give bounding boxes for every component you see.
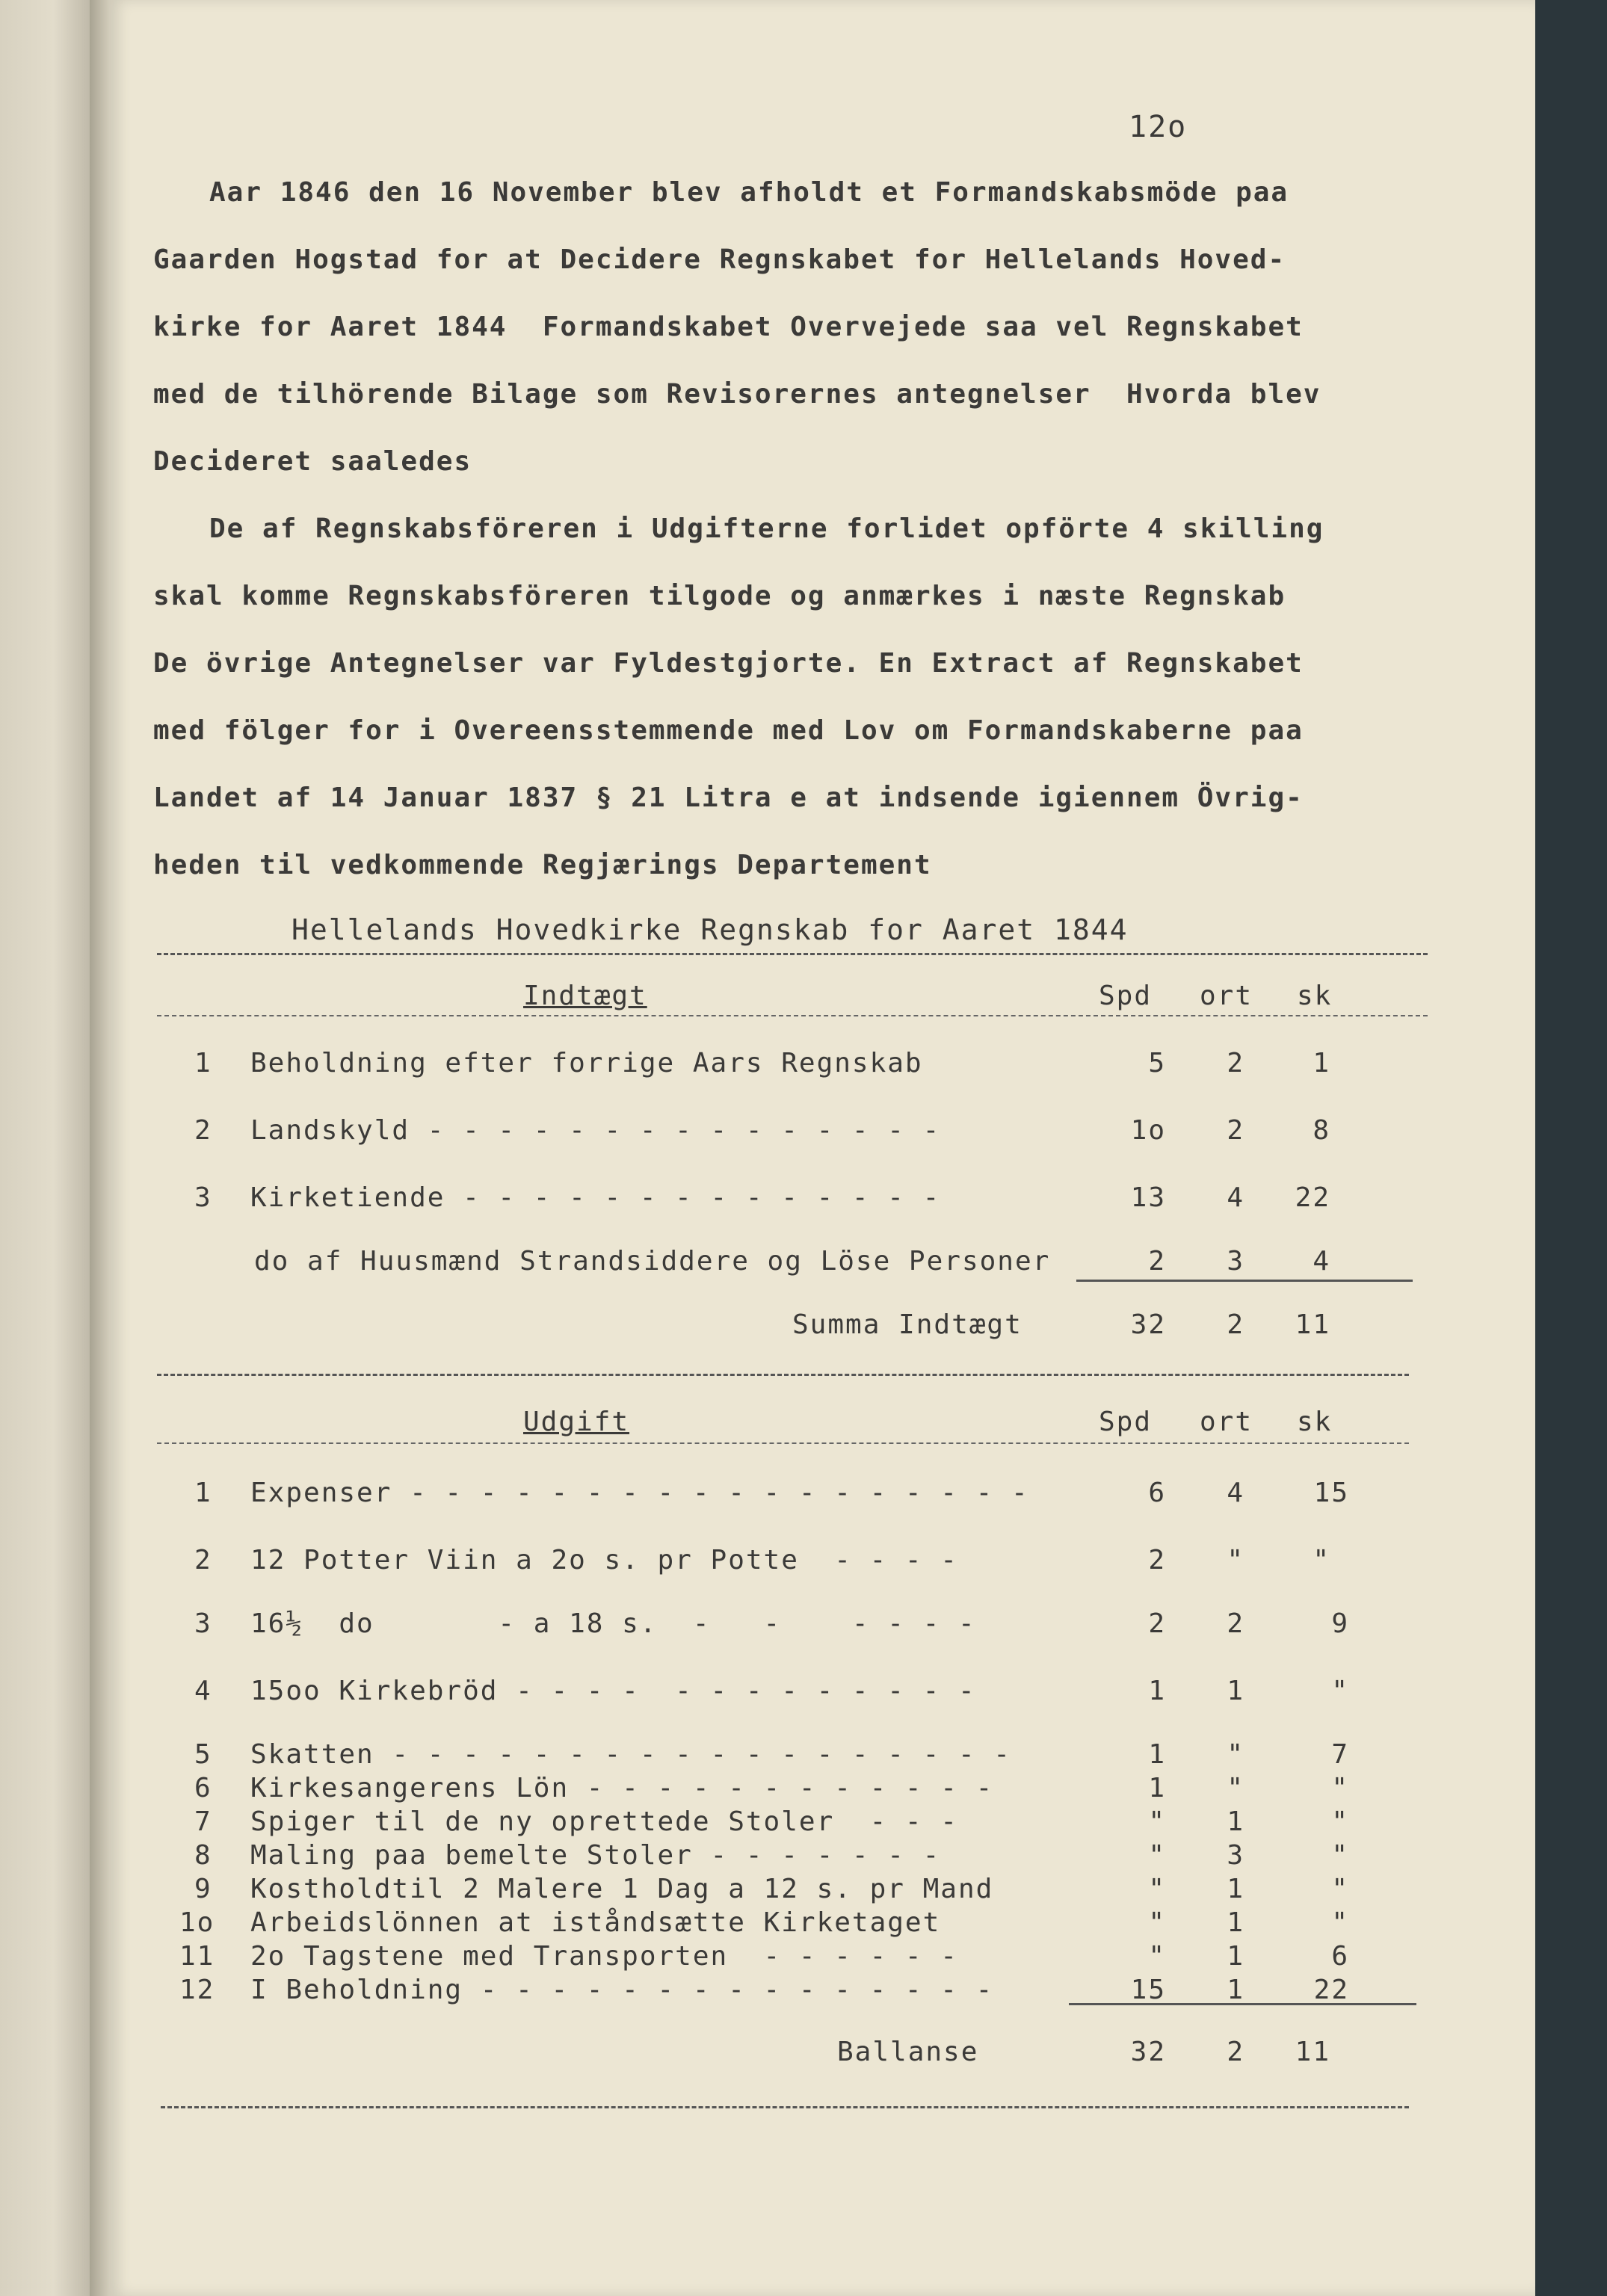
row-spd: 1o	[1130, 1115, 1166, 1146]
page-number: 12o	[1129, 110, 1188, 144]
row-ort: 1	[1227, 1874, 1244, 1904]
paragraph-line: Decideret saaledes	[153, 446, 472, 477]
row-ort: 1	[1227, 1806, 1244, 1837]
row-ort: 2	[1227, 1115, 1244, 1146]
row-number: 3	[194, 1608, 212, 1639]
row-sk: 8	[1313, 1115, 1330, 1146]
row-sk: "	[1331, 1806, 1349, 1837]
row-sk: 15	[1313, 1478, 1349, 1508]
row-number: 1	[194, 1478, 212, 1508]
row-label: Landskyld - - - - - - - - - - - - - - -	[250, 1115, 941, 1146]
scanner-background	[1535, 0, 1607, 2296]
row-label: do af Huusmænd Strandsiddere og Löse Personer	[254, 1246, 1051, 1277]
divider-line	[157, 953, 1428, 955]
row-ort: 3	[1227, 1246, 1244, 1277]
column-spd-header: Spd	[1099, 1407, 1153, 1437]
row-spd: 1	[1148, 1676, 1166, 1706]
row-label: 16½ do - a 18 s. - - - - - -	[250, 1608, 976, 1639]
divider-line	[161, 2106, 1409, 2108]
row-number: 1o	[179, 1907, 215, 1938]
row-number: 2	[194, 1545, 212, 1576]
row-spd: "	[1148, 1941, 1166, 1972]
row-ort: 1	[1227, 1676, 1244, 1706]
row-ort: "	[1227, 1773, 1244, 1803]
column-spd-header: Spd	[1099, 981, 1153, 1011]
row-sk: "	[1331, 1840, 1349, 1871]
row-number: 9	[194, 1874, 212, 1904]
divider-line	[157, 1442, 1409, 1444]
paragraph-line: skal komme Regnskabsföreren tilgode og anmærkes i næste Regnskab	[153, 581, 1286, 611]
row-ort: "	[1227, 1545, 1244, 1576]
divider-line	[157, 1015, 1428, 1016]
paragraph-line: De af Regnskabsföreren i Udgifterne forlidet opförte 4 skilling	[209, 513, 1324, 544]
account-title: Hellelands Hovedkirke Regnskab for Aaret 1844	[292, 913, 1129, 946]
row-ort: 4	[1227, 1478, 1244, 1508]
paragraph-line: Landet af 14 Januar 1837 § 21 Litra e at indsende igiennem Övrig-	[153, 783, 1304, 813]
row-spd: "	[1148, 1907, 1166, 1938]
row-sk: "	[1313, 1545, 1330, 1576]
row-ort: 3	[1227, 1840, 1244, 1871]
row-number: 4	[194, 1676, 212, 1706]
row-label: Kostholdtil 2 Malere 1 Dag a 12 s. pr Mand	[250, 1874, 994, 1904]
row-number: 12	[179, 1975, 215, 2005]
row-sk: "	[1331, 1907, 1349, 1938]
row-number: 11	[179, 1941, 215, 1972]
row-sk: 22	[1313, 1975, 1349, 2005]
row-label: 12 Potter Viin a 2o s. pr Potte - - - -	[250, 1545, 958, 1576]
row-spd: 13	[1130, 1182, 1166, 1213]
column-sk-header: sk	[1297, 981, 1333, 1011]
column-ort-header: ort	[1200, 981, 1253, 1011]
row-sk: 22	[1295, 1182, 1330, 1213]
row-sk: 7	[1331, 1739, 1349, 1770]
row-sk: 1	[1313, 1048, 1330, 1078]
row-number: 2	[194, 1115, 212, 1146]
left-facing-page-edge	[0, 0, 97, 2296]
row-number: 6	[194, 1773, 212, 1803]
paragraph-line: med de tilhörende Bilage som Revisorernes antegnelser Hvorda blev	[153, 379, 1321, 410]
column-ort-header: ort	[1200, 1407, 1253, 1437]
row-sk: 9	[1331, 1608, 1349, 1639]
expense-total-ort: 2	[1227, 2037, 1244, 2067]
row-ort: 1	[1227, 1941, 1244, 1972]
income-total-label: Summa Indtægt	[792, 1309, 1023, 1340]
expense-total-spd: 32	[1130, 2037, 1166, 2067]
row-ort: 4	[1227, 1182, 1244, 1213]
row-label: Skatten - - - - - - - - - - - - - - - - - -	[250, 1739, 1011, 1770]
row-sk: "	[1331, 1773, 1349, 1803]
row-spd: "	[1148, 1840, 1166, 1871]
row-number: 8	[194, 1840, 212, 1871]
paragraph-line: heden til vedkommende Regjærings Departement	[153, 850, 932, 880]
row-spd: "	[1148, 1806, 1166, 1837]
row-sk: "	[1331, 1874, 1349, 1904]
row-label: Arbeidslönnen at iståndsætte Kirketaget	[250, 1907, 941, 1938]
row-label: I Beholdning - - - - - - - - - - - - - - -	[250, 1975, 994, 2005]
income-total-spd: 32	[1130, 1309, 1166, 1340]
sum-underline	[1076, 1280, 1413, 1282]
expense-total-sk: 11	[1295, 2037, 1330, 2067]
row-spd: 1	[1148, 1773, 1166, 1803]
paragraph-line: med fölger for i Overeensstemmende med Lov om Formandskaberne paa	[153, 715, 1304, 746]
row-label: Kirkesangerens Lön - - - - - - - - - - - -	[250, 1773, 994, 1803]
divider-line	[157, 1374, 1409, 1376]
row-label: Kirketiende - - - - - - - - - - - - - -	[250, 1182, 941, 1213]
row-ort: "	[1227, 1739, 1244, 1770]
row-number: 3	[194, 1182, 212, 1213]
paragraph-line: Gaarden Hogstad for at Decidere Regnskabet for Hellelands Hoved-	[153, 244, 1286, 275]
row-spd: 6	[1148, 1478, 1166, 1508]
row-spd: 15	[1130, 1975, 1166, 2005]
row-spd: 2	[1148, 1608, 1166, 1639]
row-ort: 1	[1227, 1975, 1244, 2005]
row-label: 2o Tagstene med Transporten - - - - - -	[250, 1941, 958, 1972]
income-total-ort: 2	[1227, 1309, 1244, 1340]
row-ort: 2	[1227, 1608, 1244, 1639]
row-sk: "	[1331, 1676, 1349, 1706]
row-spd: 2	[1148, 1545, 1166, 1576]
row-number: 1	[194, 1048, 212, 1078]
row-spd: 1	[1148, 1739, 1166, 1770]
row-spd: 5	[1148, 1048, 1166, 1078]
row-sk: 4	[1313, 1246, 1330, 1277]
row-label: Spiger til de ny oprettede Stoler - - -	[250, 1806, 958, 1837]
row-sk: 6	[1331, 1941, 1349, 1972]
row-ort: 1	[1227, 1907, 1244, 1938]
row-label: 15oo Kirkebröd - - - - - - - - - - - - -	[250, 1676, 976, 1706]
row-label: Maling paa bemelte Stoler - - - - - - -	[250, 1840, 941, 1871]
sum-underline	[1069, 2003, 1416, 2005]
row-spd: "	[1148, 1874, 1166, 1904]
row-number: 7	[194, 1806, 212, 1837]
row-label: Expenser - - - - - - - - - - - - - - - - - -	[250, 1478, 1029, 1508]
expense-heading: Udgift	[523, 1407, 630, 1437]
row-number: 5	[194, 1739, 212, 1770]
expense-total-label: Ballanse	[837, 2037, 979, 2067]
row-label: Beholdning efter forrige Aars Regnskab	[250, 1048, 923, 1078]
row-ort: 2	[1227, 1048, 1244, 1078]
income-total-sk: 11	[1295, 1309, 1330, 1340]
paragraph-line: De övrige Antegnelser var Fyldestgjorte. En Extract af Regnskabet	[153, 648, 1304, 679]
column-sk-header: sk	[1297, 1407, 1333, 1437]
income-heading: Indtægt	[523, 981, 647, 1011]
row-spd: 2	[1148, 1246, 1166, 1277]
paragraph-line: Aar 1846 den 16 November blev afholdt et Formandskabsmöde paa	[209, 177, 1289, 208]
paragraph-line: kirke for Aaret 1844 Formandskabet Overvejede saa vel Regnskabet	[153, 312, 1304, 342]
